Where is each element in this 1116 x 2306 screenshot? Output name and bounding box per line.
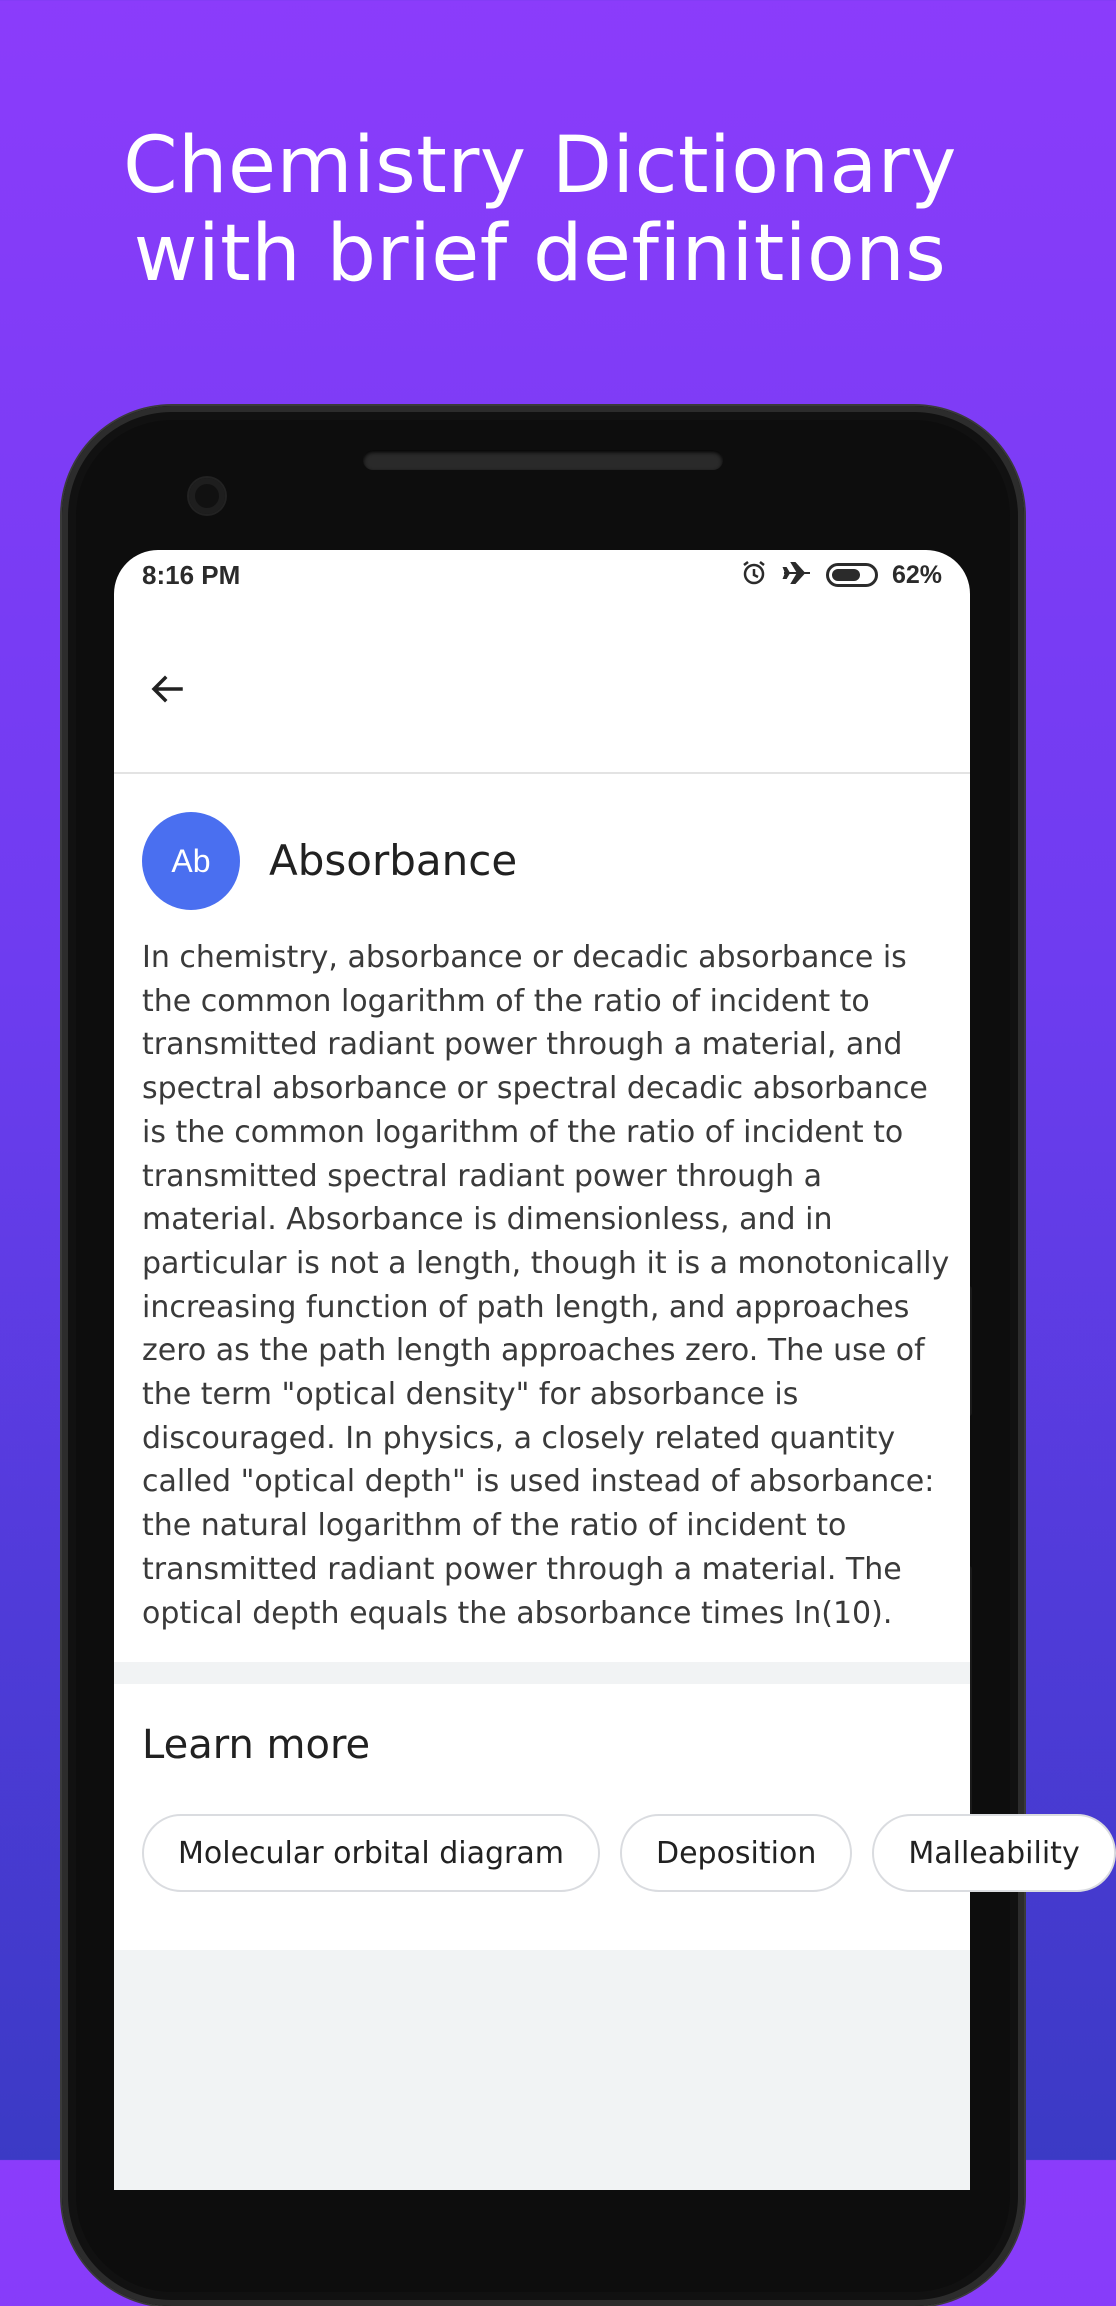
empty-area [114, 1950, 970, 2190]
learn-more-chips [142, 1814, 1116, 1892]
battery-icon [826, 563, 878, 587]
learn-more-title: Learn more [142, 1722, 371, 1768]
app-bar [114, 600, 970, 774]
section-divider [114, 1662, 970, 1684]
status-icons [740, 559, 942, 591]
promo-title-line-1: Chemistry Dictionary [123, 121, 957, 211]
chip-malleability[interactable]: Malleability [872, 1814, 1115, 1892]
arrow-back-icon [147, 669, 187, 709]
battery-percent: 62% [891, 560, 942, 589]
back-button[interactable] [138, 660, 196, 718]
term-definition: In chemistry, absorbance or decadic absorbance is the common logarithm of the ratio of incident to transmitted radiant power through a material, and spectral absorbance or spectral decadic absorbance is the common logarithm of the ratio of incident to transmitted spectral radiant power through a material. Absorbance is dimensionless, and in particular is not a length, though it is a monotonically increasing function of path length, and approaches zero as the path length approaches zero. The use of the term "optical density" for absorbance is discouraged. In physics, a closely related quantity called "optical depth" is used instead of absorbance: the natural logarithm of the ratio of incident to transmitted radiant power through a material. The optical depth equals the absorbance times ln(10). [142, 940, 950, 1631]
alarm-icon [740, 559, 768, 591]
chip-deposition[interactable]: Deposition [620, 1814, 852, 1892]
term-title: Absorbance [269, 836, 518, 885]
promo-title [0, 122, 1080, 298]
chip-molecular-orbital-diagram[interactable]: Molecular orbital diagram [142, 1814, 600, 1892]
status-time: 8:16 PM [142, 559, 241, 590]
front-camera [189, 478, 225, 514]
airplane-icon [782, 559, 812, 591]
status-bar [114, 550, 970, 600]
phone-screen [114, 550, 1080, 2160]
promo-title-line-2: with brief definitions [133, 209, 947, 299]
term-avatar: Ab [142, 812, 240, 910]
phone-speaker [363, 450, 723, 470]
